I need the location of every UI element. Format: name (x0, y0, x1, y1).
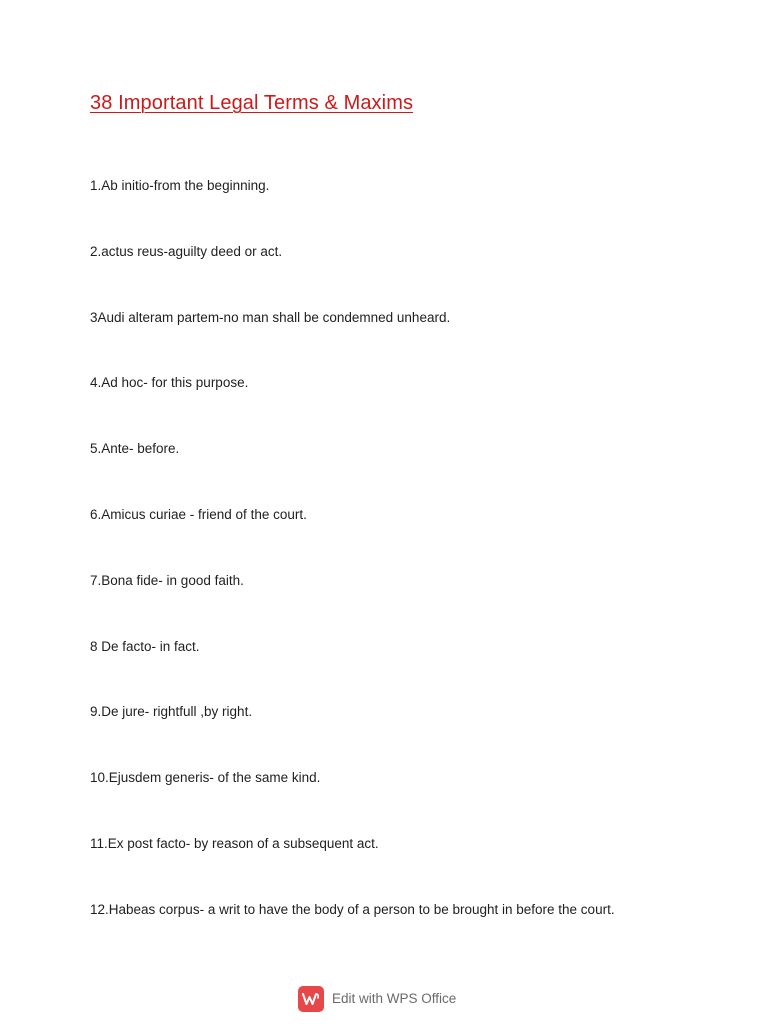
list-item: 5.Ante- before. (90, 441, 180, 457)
list-item: 11.Ex post facto- by reason of a subsequent act. (90, 835, 379, 851)
list-item: 10.Ejusdem generis- of the same kind. (90, 770, 321, 786)
edit-with-wps-button[interactable] (298, 985, 456, 1012)
list-item: 8 De facto- in fact. (90, 638, 200, 654)
edit-with-wps-label: Edit with WPS Office (332, 991, 457, 1006)
terms-list (90, 177, 615, 967)
list-item: 6.Amicus curiae - friend of the court. (90, 506, 307, 522)
list-item: 4.Ad hoc- for this purpose. (90, 375, 249, 391)
list-item: 2.actus reus-aguilty deed or act. (90, 243, 283, 259)
list-item: 1.Ab initio-from the beginning. (90, 178, 270, 193)
wps-office-icon (298, 986, 324, 1012)
list-item: 3Audi alteram partem-no man shall be condemned unheard. (90, 309, 451, 325)
list-item: 7.Bona fide- in good faith. (90, 572, 244, 588)
document-title: 38 Important Legal Terms & Maxims (90, 92, 414, 114)
list-item: 9.De jure- rightfull ,by right. (90, 704, 253, 720)
list-item: 12.Habeas corpus- a writ to have the body of a person to be brought in before the court. (90, 901, 615, 917)
